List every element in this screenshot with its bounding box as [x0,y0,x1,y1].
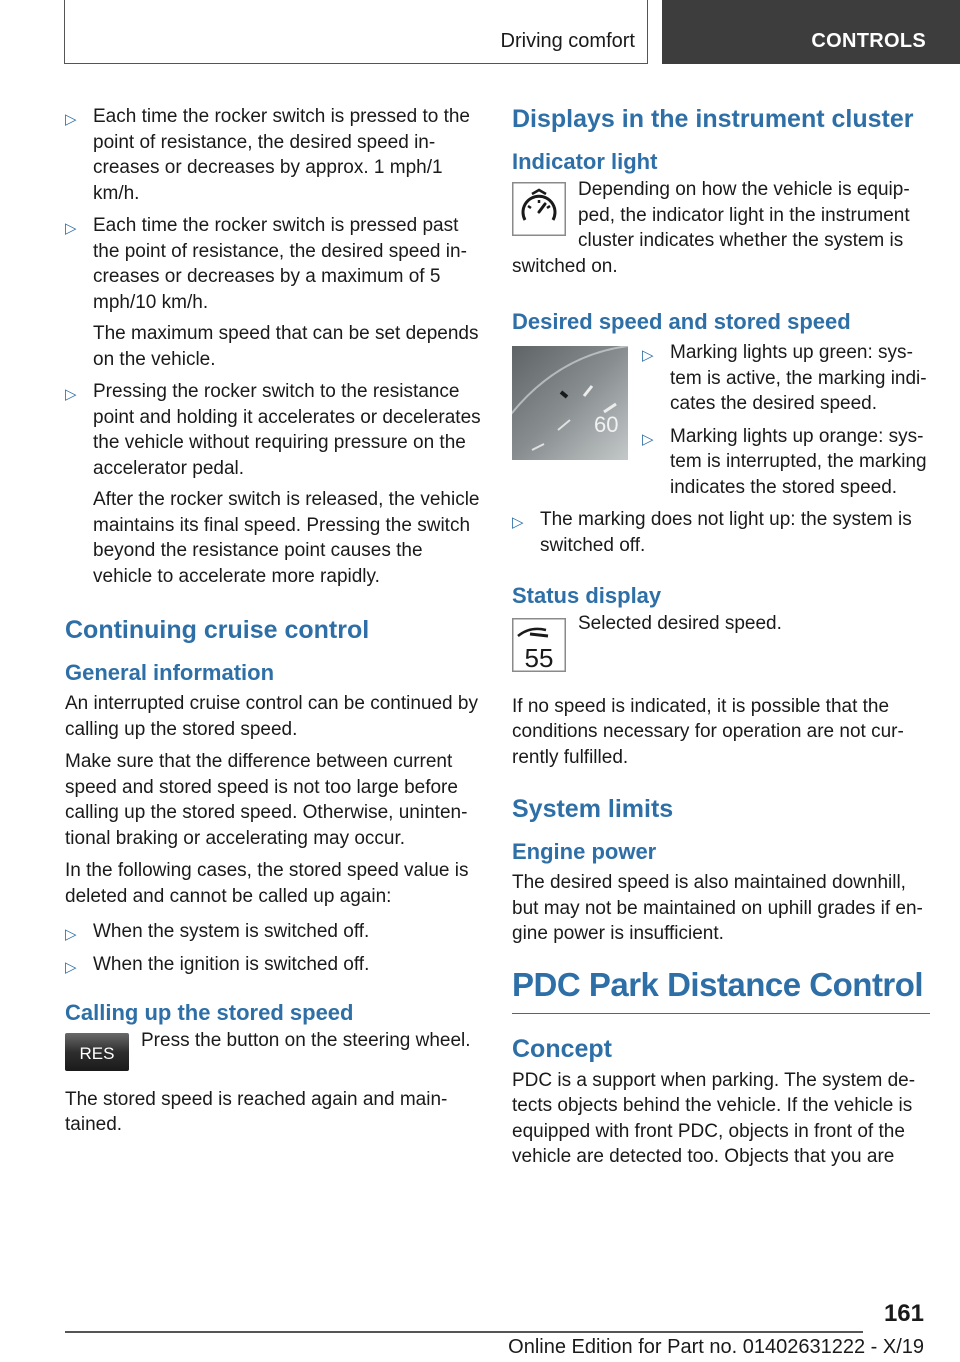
heading-pdc-park-distance-control: PDC Park Distance Control [512,965,930,1014]
heading-continuing-cruise-control: Continuing cruise control [65,616,370,644]
header-section-title: Driving comfort [500,30,635,52]
bullet-triangle-icon: ▷ [65,926,77,943]
list-item-text: Marking lights up orange: system is interrupted, the marking indicates the stored speed. [670,425,927,498]
header-chapter-title: CONTROLS [811,30,926,52]
bullet-triangle-icon: ▷ [642,347,654,364]
page-header [0,0,960,66]
paragraph: Make sure that the difference between current speed and stored speed is not too large before calling up the stored speed. Otherwise, unintentional braking or accelerating may occur. [65,751,468,849]
res-button-row [65,1031,481,1085]
list-item-text: Each time the rocker switch is pressed past the point of resistance, the desired speed increases or decreases by a maximum of 5 mph/10 km/h. [93,215,467,313]
bullet-triangle-icon: ▷ [65,111,77,128]
bullet-triangle-icon: ▷ [512,514,524,531]
heading-engine-power: Engine power [512,839,657,864]
paragraph: Press the button on the steering wheel. [141,1031,471,1051]
paragraph: PDC is a support when parking. The system detects objects behind the vehicle. If the vehicle is equipped with front PDC, objects in front of the vehicle are detected too. Objects that you are [512,1069,916,1167]
heading-desired-and-stored-speed: Desired speed and stored speed [512,309,851,334]
header-section-box [64,0,648,64]
paragraph: In the following cases, the stored speed value is deleted and cannot be called up again: [65,860,469,907]
paragraph: An interrupted cruise control can be continued by calling up the stored speed. [65,693,478,740]
list-item [65,213,481,372]
heading-general-information: General information [65,660,275,685]
list-item-text: Pressing the rocker switch to the resistance point and holding it accelerates or decelerates the vehicle without requiring pressure on the accelerator pedal. [93,381,481,479]
right-column [512,104,930,1177]
left-column [65,104,481,1145]
status-row [512,614,930,686]
paragraph: Selected desired speed. [578,614,782,634]
cruise-indicator-icon [512,182,566,244]
list-item-text: When the ignition is switched off. [93,953,370,975]
heading-displays-instrument-cluster: Displays in the instrument cluster [512,105,914,133]
list-item [65,952,481,978]
status-speed-number: 55 [524,643,554,672]
list-item [512,507,930,558]
footer-edition: Online Edition for Part no. 01402631222 - X/19 [508,1336,924,1358]
heading-status-display: Status display [512,583,662,608]
list-item [65,104,481,206]
bullet-triangle-icon: ▷ [65,958,77,976]
res-button-label: RES [79,1044,115,1063]
heading-indicator-light: Indicator light [512,149,658,174]
paragraph: Depending on how the vehicle is equipped, the indicator light in the instrument cluster indicates whether the system is switched on. [512,180,910,277]
page-number: 161 [883,1300,924,1327]
bullet-triangle-icon: ▷ [642,430,654,448]
bullet-triangle-icon: ▷ [65,220,77,237]
gauge-row [512,340,930,507]
gauge-speed-number: 60 [594,412,619,437]
speedometer-gauge-image [512,346,628,468]
indicator-row [512,180,930,286]
heading-system-limits: System limits [512,795,674,823]
list-item-text: When the system is switched off. [93,921,370,942]
res-button-icon [65,1033,129,1079]
list-item-text: The maximum speed that can be set depends on the vehicle. [93,323,479,370]
paragraph: If no speed is indicated, it is possible that the conditions necessary for operation are not currently fulfilled. [512,695,904,768]
status-speed-icon [512,618,566,680]
bullet-triangle-icon: ▷ [65,386,77,403]
footer-divider [65,1331,863,1333]
list-item [642,340,930,417]
heading-calling-up-stored-speed: Calling up the stored speed [65,1000,354,1025]
marking-list [642,340,930,507]
paragraph: The stored speed is reached again and maintained. [65,1088,448,1135]
list-item-text: After the rocker switch is released, the vehicle maintains its final speed. Pressing the switch beyond the resistance point causes the vehicle to accelerate more rapidly. [93,489,480,587]
list-item-text: Each time the rocker switch is pressed to the point of resistance, the desired speed increases or decreases by approx. 1 mph/1 km/h. [93,106,470,204]
heading-concept: Concept [512,1034,612,1063]
list-item [65,919,481,945]
header-chapter-tab [662,0,960,64]
list-item-text: The marking does not light up: the system is switched off. [540,509,912,556]
list-item-text: Marking lights up green: system is active, the marking indicates the desired speed. [670,342,927,414]
list-item [65,379,481,589]
paragraph: The desired speed is also maintained downhill, but may not be maintained on uphill grades if engine power is insufficient. [512,872,923,944]
list-item [642,424,930,501]
